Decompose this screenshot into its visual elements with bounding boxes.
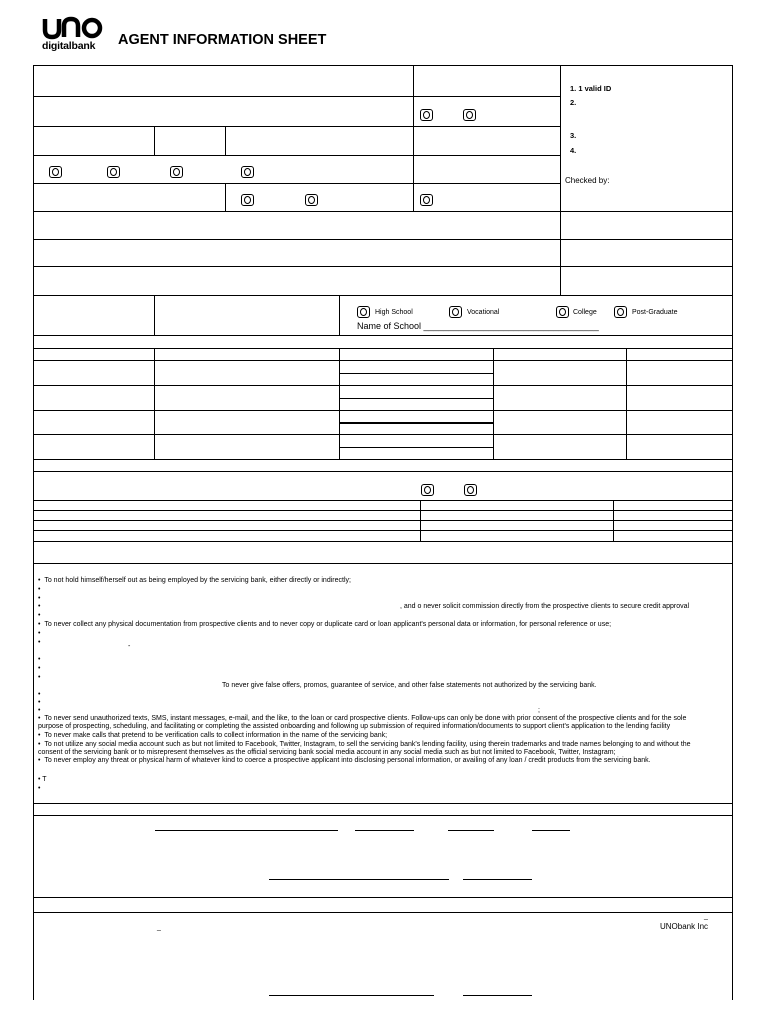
requirement-1: 1. 1 valid ID xyxy=(570,84,612,93)
requirement-2: 2. xyxy=(570,98,577,107)
education-college-checkbox[interactable] xyxy=(556,306,569,318)
signature-line-agent[interactable] xyxy=(155,830,338,831)
uno-logo-icon xyxy=(42,16,104,40)
conduct-item: To never collect any physical documentation from prospective clients and to never copy or duplicate card or loan applicant's personal data or information, for personal reference or use; xyxy=(44,621,612,628)
checkbox-type-3[interactable] xyxy=(420,194,433,206)
conduct-item: To not utilize any social media account such as but not limited to Facebook, Twitter, Instagram, to sell the servicing bank's lending facility, using therein trademarks and trade names belonging to and without the xyxy=(44,741,691,748)
checkbox-type-2[interactable] xyxy=(305,194,318,206)
form-frame xyxy=(33,65,733,1000)
checkbox-option-b[interactable] xyxy=(463,109,476,121)
code-of-conduct: • To not hold himself/herself out as being employed by the servicing bank, either directly or indirectly; • • • , and o never solicit commission directly from the prospective clients to secure credit approval • • To never collect any physical documentation from prospective clients and to never copy or duplicate card or loan applicant's personal data or information, for personal reference or use; • • - • • • To never give false offers, promos, guarantee of service, and other false statements not authorized by the servicing bank. • • • ; • To never send unauthorized texts, SMS, instant messages, e-mail, and the like, to the loan or card prospective clients. Follow-ups can only be done with prior consent of the prospective clients and for the sole purpose of prospecting, scheduling, and facilitating or completing the assisted onboarding and following up submission of required information/documents to support client's application to the lending facility • To never make calls that pretend to be verification calls to collect information in the name of the servicing bank; • To not utilize any social media account such as but not limited to Facebook, Twitter, Instagram, to sell the servicing bank's lending facility, using therein trademarks and trade names belonging to and without the consent of the servicing bank or to misrepresent themselves as the official servicing bank social media account in any social media such as but not limited to Facebook, Twitter, Instagram; • To never employ any threat or physical harm of whatever kind to coerce a prospective applicant into disclosing personal information, or availing of any loan / credit products from the servicing bank. • T • xyxy=(38,577,691,792)
signature-line-3[interactable] xyxy=(448,830,494,831)
signature-line-2[interactable] xyxy=(355,830,414,831)
education-high-school-checkbox[interactable] xyxy=(357,306,370,318)
conduct-item: consent of the servicing bank or to misrepresent themselves as the official servicing bank social media account in any social media such as but not limited to Facebook, Twitter, Instagram; xyxy=(38,749,616,756)
signature-line-approver[interactable] xyxy=(269,995,434,996)
checked-by-label: Checked by: xyxy=(565,176,610,185)
education-post-graduate-checkbox[interactable] xyxy=(614,306,627,318)
checkbox-status-4[interactable] xyxy=(241,166,254,178)
education-post-graduate-label: Post-Graduate xyxy=(632,309,678,316)
checkbox-status-2[interactable] xyxy=(107,166,120,178)
signature-line-witness-date[interactable] xyxy=(463,879,532,880)
checkbox-no[interactable] xyxy=(464,484,477,496)
checkbox-status-1[interactable] xyxy=(49,166,62,178)
requirement-3: 3. xyxy=(570,131,577,140)
signature-line-approver-date[interactable] xyxy=(463,995,532,996)
checkbox-yes[interactable] xyxy=(421,484,434,496)
education-vocational-label: Vocational xyxy=(467,309,500,316)
logo xyxy=(40,16,110,54)
company-name: UNObank Inc xyxy=(660,922,709,931)
checkbox-status-3[interactable] xyxy=(170,166,183,178)
school-name-field[interactable]: Name of School ___________________________________ xyxy=(357,321,599,331)
page-title: AGENT INFORMATION SHEET xyxy=(118,32,327,48)
education-college-label: College xyxy=(573,309,597,316)
conduct-item: To never give false offers, promos, guarantee of service, and other false statements not authorized by the servicing bank. xyxy=(222,682,597,689)
conduct-item: T xyxy=(42,776,47,783)
conduct-item: , and o never solicit commission directly from the prospective clients to secure credit approval xyxy=(400,603,690,610)
logo-subtext: digitalbank xyxy=(42,40,96,52)
conduct-item: purpose of prospecting, scheduling, and facilitating or completing the assisted onboarding and following up submission of required information/documents to support client's application to the lending facility xyxy=(38,723,671,730)
education-high-school-label: High School xyxy=(375,309,413,316)
conduct-item: To never send unauthorized texts, SMS, instant messages, e-mail, and the like, to the loan or card prospective clients. Follow-ups can only be done with prior consent of the prospective clients and for the sole xyxy=(44,715,687,722)
requirement-4: 4. xyxy=(570,146,577,155)
signature-line-4[interactable] xyxy=(532,830,570,831)
signature-line-witness[interactable] xyxy=(269,879,449,880)
checkbox-type-1[interactable] xyxy=(241,194,254,206)
conduct-item: To not hold himself/herself out as being employed by the servicing bank, either directly or indirectly; xyxy=(44,577,351,584)
conduct-item: To never employ any threat or physical harm of whatever kind to coerce a prospective applicant into disclosing personal information, or availing of any loan / credit products from the servicing bank. xyxy=(44,757,651,764)
education-vocational-checkbox[interactable] xyxy=(449,306,462,318)
checkbox-option-a[interactable] xyxy=(420,109,433,121)
conduct-item: To never make calls that pretend to be verification calls to collect information in the name of the servicing bank; xyxy=(44,732,388,739)
